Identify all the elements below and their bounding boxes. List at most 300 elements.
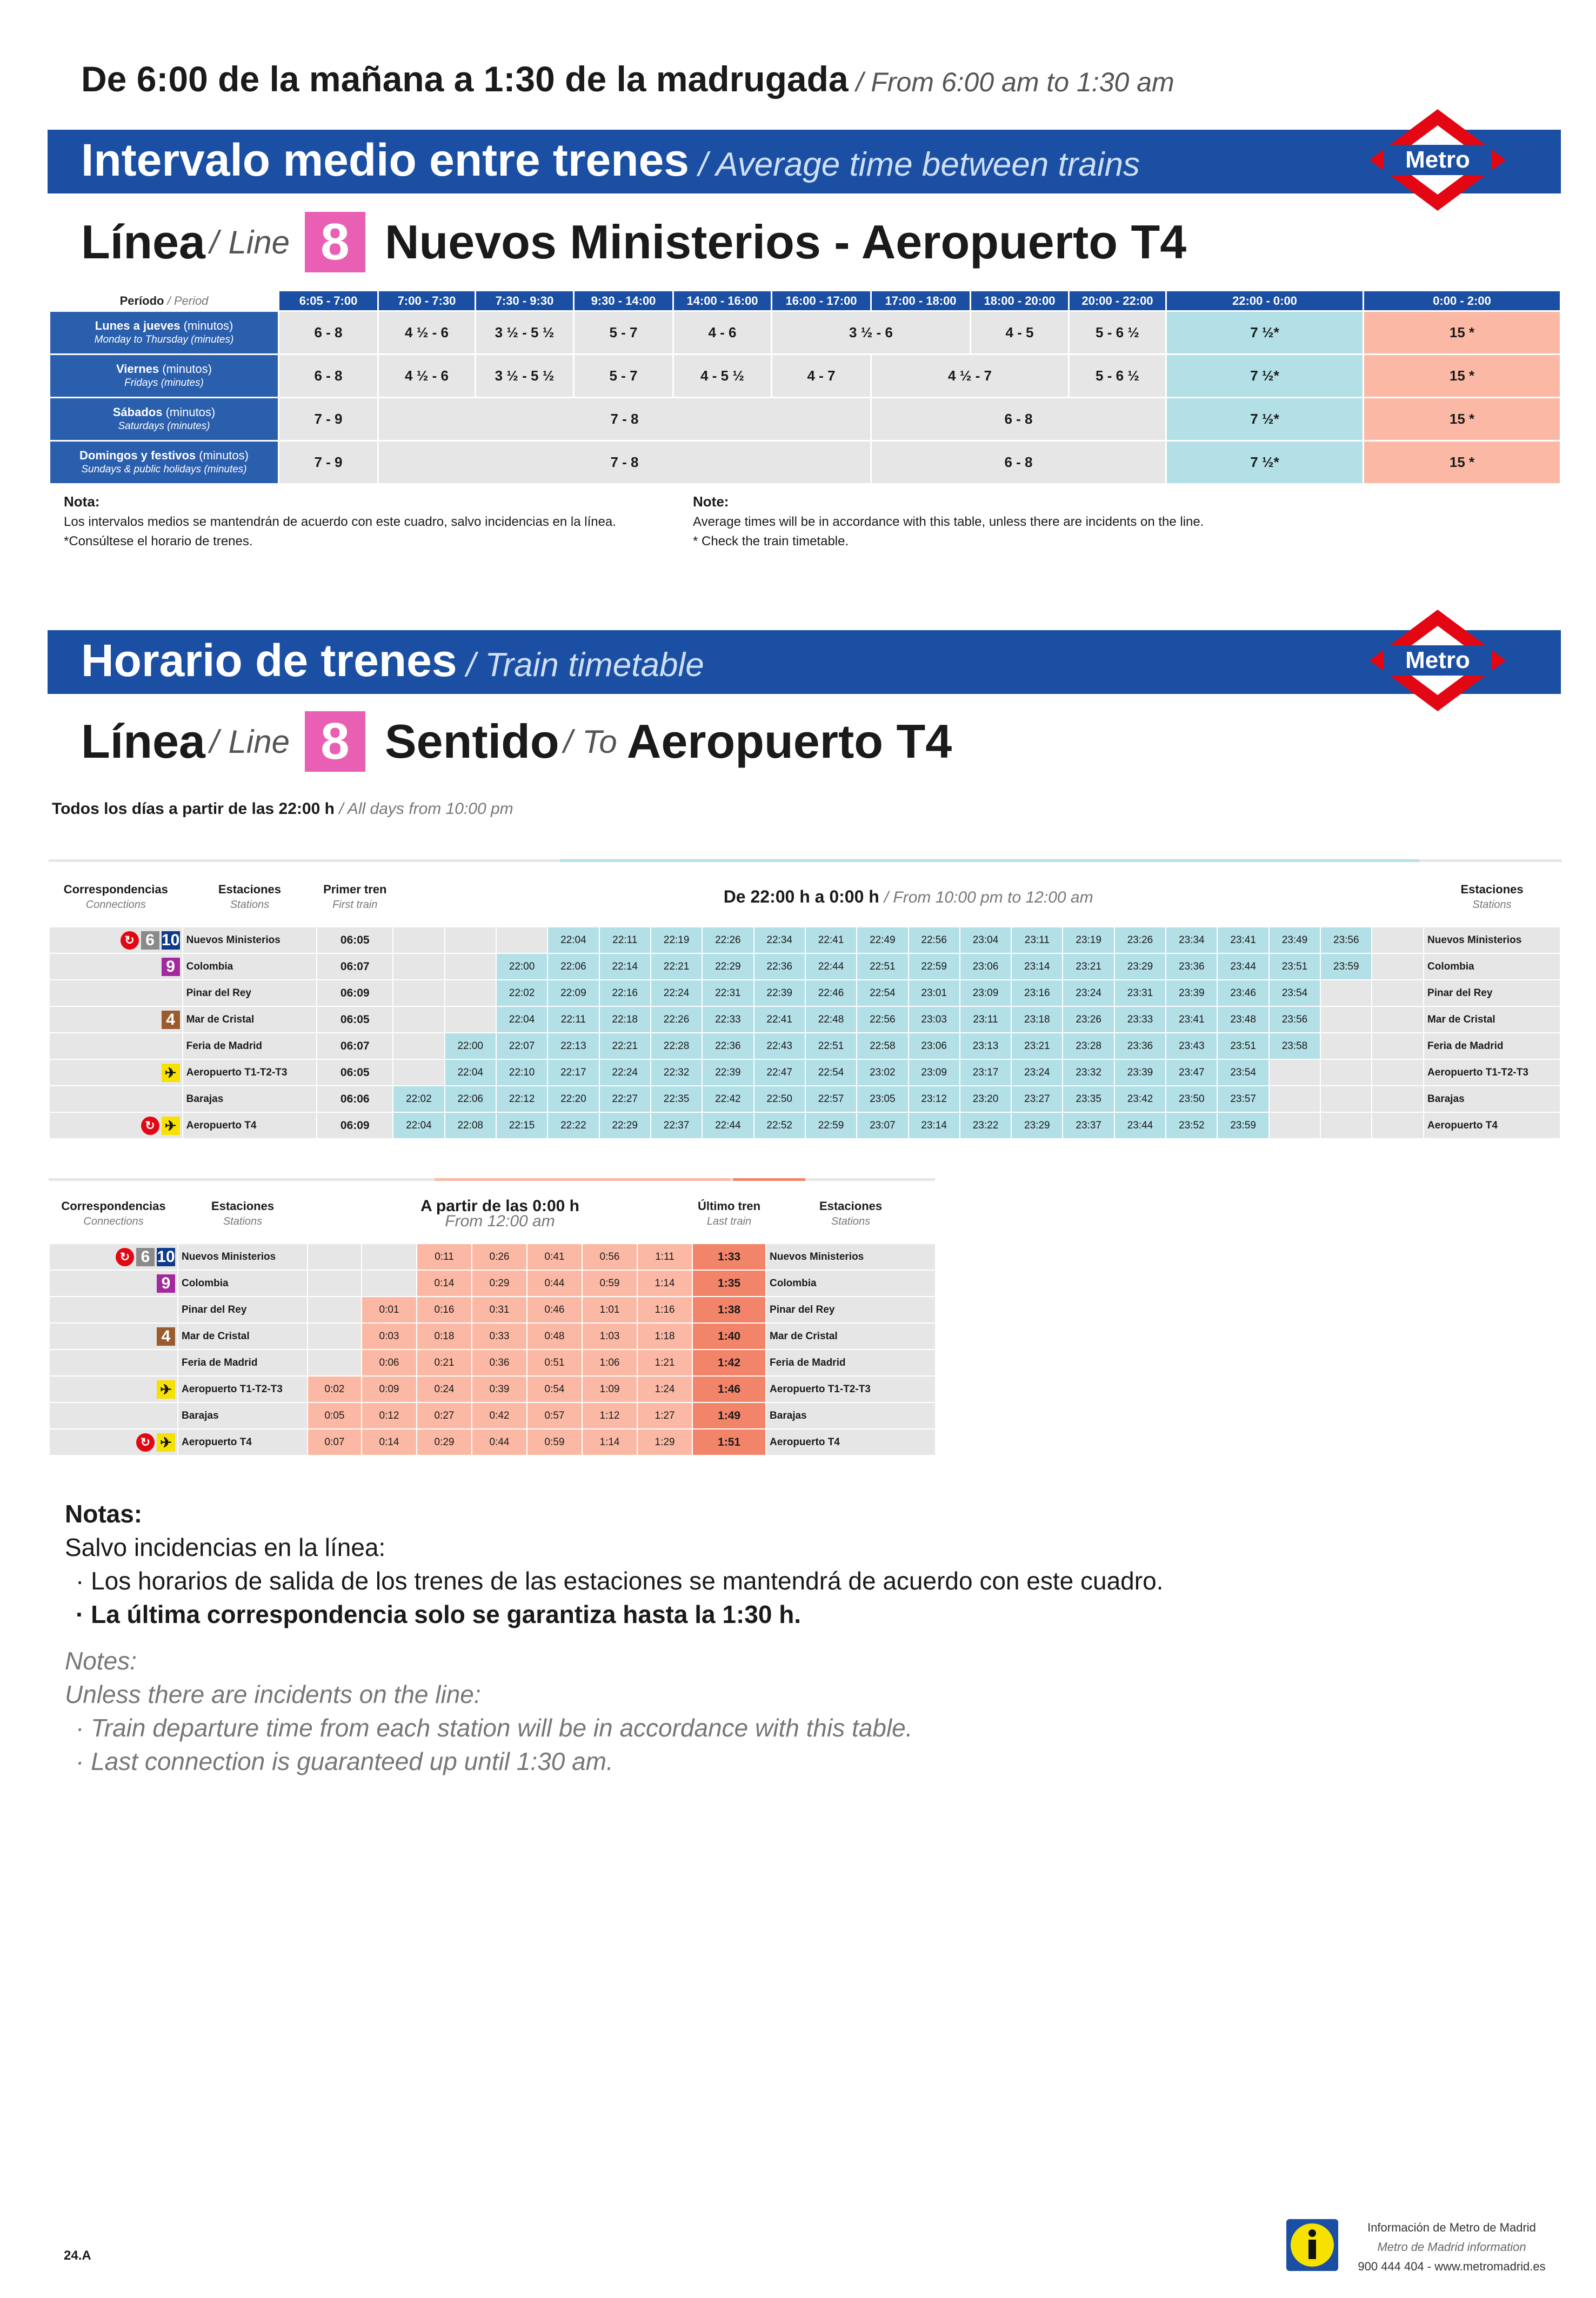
departure-time: 23:41: [1217, 927, 1268, 953]
interval-note-es: Nota: Los intervalos medios se mantendrán de acuerdo con este cuadro, salvo incidencias en la línea. *Consúltese el horario de trenes.: [64, 493, 616, 549]
first-train-time: 06:05: [317, 1059, 393, 1086]
departure-time: 22:57: [805, 1086, 857, 1112]
departure-time: 23:39: [1166, 980, 1217, 1006]
departure-time: 0:05: [308, 1402, 362, 1429]
departure-time: 22:00: [496, 953, 547, 980]
departure-time: 23:21: [1011, 1033, 1063, 1059]
departure-time: 0:54: [527, 1376, 582, 1402]
stations-header: Estaciones Stations: [1424, 867, 1560, 927]
period-col: 16:00 - 17:00: [772, 291, 871, 311]
departure-time: 22:13: [547, 1033, 599, 1059]
metro-logo: [1367, 107, 1508, 213]
departure-time: 23:20: [960, 1086, 1011, 1112]
departure-time: 23:51: [1269, 953, 1320, 980]
departure-time: 22:04: [496, 1006, 547, 1033]
departure-time: 22:29: [702, 953, 753, 980]
station-name: Aeropuerto T1-T2-T3: [1424, 1059, 1560, 1086]
departure-time: 1:27: [637, 1402, 692, 1429]
stations-header: Estaciones Stations: [766, 1184, 936, 1244]
departure-time: 0:33: [472, 1323, 527, 1350]
departure-time: 0:44: [472, 1429, 527, 1455]
service-hours-es: De 6:00 de la mañana a 1:30 de la madrugada: [81, 59, 849, 99]
departure-time: 0:41: [527, 1244, 582, 1270]
departure-time: 23:11: [1011, 927, 1063, 953]
departure-time: 0:27: [417, 1402, 472, 1429]
departure-time: 23:05: [857, 1086, 908, 1112]
departure-time: 22:44: [702, 1112, 753, 1139]
line-8-badge: 8: [305, 711, 365, 772]
departure-time: 23:44: [1114, 1112, 1166, 1139]
page-number: 24.A: [64, 2248, 91, 2263]
interval-cell: 4 ½ - 7: [871, 355, 1069, 398]
period-col: 6:05 - 7:00: [279, 291, 378, 311]
departure-time: 1:12: [582, 1402, 637, 1429]
departure-time: 22:39: [754, 980, 805, 1006]
interval-cell: 15 *: [1364, 441, 1561, 484]
timetable-row: [49, 1270, 936, 1297]
first-train-time: 06:09: [317, 1112, 393, 1139]
destination: Aeropuerto T4: [626, 714, 952, 768]
timetable-row: [49, 1059, 1560, 1086]
interval-cell: 5 - 7: [574, 355, 673, 398]
notes-title-en: Notes:: [65, 1647, 137, 1675]
departure-time: 23:32: [1063, 1059, 1114, 1086]
departure-time: 22:31: [702, 980, 753, 1006]
departure-time: 0:12: [362, 1402, 417, 1429]
interval-cell: 3 ½ - 5 ½: [476, 355, 574, 398]
timetable-row: [49, 953, 1560, 980]
departure-time: 22:41: [754, 1006, 805, 1033]
connections-cell: [49, 1006, 183, 1033]
evening-range-header: De 22:00 h a 0:00 h / From 10:00 pm to 12:00 am: [393, 867, 1424, 927]
departure-time: 22:39: [702, 1059, 753, 1086]
row-header: Sábados (minutos) Saturdays (minutes): [50, 398, 279, 441]
departure-time: 23:01: [909, 980, 960, 1006]
departure-time: 22:11: [599, 927, 651, 953]
departure-time: 23:09: [909, 1059, 960, 1086]
connections-cell: [49, 1429, 178, 1455]
departure-time: 23:48: [1217, 1006, 1268, 1033]
interval-cell: 3 ½ - 5 ½: [476, 311, 574, 355]
departure-time: 22:42: [702, 1086, 753, 1112]
interval-cell: 5 - 7: [574, 311, 673, 355]
interval-cell: 7 - 9: [279, 398, 378, 441]
period-col: 22:00 - 0:00: [1166, 291, 1364, 311]
departure-time: [1372, 980, 1424, 1006]
last-train-time: 1:49: [692, 1402, 766, 1429]
departure-time: [1320, 1086, 1372, 1112]
direction-label-en: To: [582, 723, 617, 760]
departure-time: 23:11: [960, 1006, 1011, 1033]
station-name: Feria de Madrid: [1424, 1033, 1560, 1059]
timetable-row: [49, 980, 1560, 1006]
departure-time: 1:03: [582, 1323, 637, 1350]
departure-time: 22:19: [651, 927, 702, 953]
departure-time: 22:44: [805, 953, 857, 980]
period-col: 20:00 - 22:00: [1069, 291, 1166, 311]
station-name: Colombia: [183, 953, 317, 980]
departure-time: 23:16: [1011, 980, 1063, 1006]
period-col: 18:00 - 20:00: [971, 291, 1069, 311]
departure-time: 22:11: [547, 1006, 599, 1033]
departure-time: 0:46: [527, 1297, 582, 1323]
last-train-time: 1:38: [692, 1297, 766, 1323]
last-train-time: 1:35: [692, 1270, 766, 1297]
night-timetable: [49, 1184, 936, 1456]
last-train-time: 1:46: [692, 1376, 766, 1402]
departure-time: 23:37: [1063, 1112, 1114, 1139]
departure-time: 1:11: [637, 1244, 692, 1270]
departure-time: 22:59: [909, 953, 960, 980]
interval-banner: Intervalo medio entre trenes / Average time between trains: [48, 130, 1561, 193]
departure-time: 22:09: [547, 980, 599, 1006]
line-8-badge: 8: [305, 212, 365, 272]
metro-line-9-icon: 9: [157, 1274, 175, 1293]
departure-time: 22:28: [651, 1033, 702, 1059]
plane-icon: ✈: [157, 1433, 175, 1452]
line-label: Línea: [81, 714, 205, 768]
departure-time: 23:52: [1166, 1112, 1217, 1139]
departure-time: 0:48: [527, 1323, 582, 1350]
departure-time: 23:46: [1217, 980, 1268, 1006]
departure-time: 23:22: [960, 1112, 1011, 1139]
divider: [435, 1178, 731, 1181]
departure-time: 23:04: [960, 927, 1011, 953]
plane-icon: ✈: [157, 1380, 175, 1399]
departure-time: 23:47: [1166, 1059, 1217, 1086]
departure-time: 0:14: [417, 1270, 472, 1297]
departure-time: 22:58: [857, 1033, 908, 1059]
departure-time: [1372, 1059, 1424, 1086]
departure-time: 22:16: [599, 980, 651, 1006]
row-header: Domingos y festivos (minutos) Sundays & public holidays (minutes): [50, 441, 279, 484]
departure-time: [1269, 1059, 1320, 1086]
station-name: Feria de Madrid: [766, 1350, 936, 1376]
departure-time: [393, 980, 444, 1006]
departure-time: 23:09: [960, 980, 1011, 1006]
timetable-row: [49, 1429, 936, 1455]
departure-time: 22:24: [651, 980, 702, 1006]
departure-time: [1372, 1086, 1424, 1112]
timetable-row: [49, 1376, 936, 1402]
connections-cell: [49, 1086, 183, 1112]
metro-line-4-icon: 4: [157, 1327, 175, 1346]
station-name: Pinar del Rey: [178, 1297, 308, 1323]
departure-time: 23:57: [1217, 1086, 1268, 1112]
timetable-row: [49, 1244, 936, 1270]
departure-time: 22:56: [909, 927, 960, 953]
departure-time: 1:29: [637, 1429, 692, 1455]
connections-header: Correspondencias Connections: [49, 1184, 178, 1244]
line-label: Línea: [81, 215, 205, 269]
connections-cell: [49, 1323, 178, 1350]
service-hours-en: From 6:00 am to 1:30 am: [871, 67, 1174, 97]
timetable-row: [49, 1033, 1560, 1059]
departure-time: 22:07: [496, 1033, 547, 1059]
station-name: Aeropuerto T1-T2-T3: [183, 1059, 317, 1086]
departure-time: 23:29: [1011, 1112, 1063, 1139]
departure-time: 22:27: [599, 1086, 651, 1112]
metro-logo: [1367, 607, 1508, 713]
departure-time: 23:49: [1269, 927, 1320, 953]
departure-time: 23:56: [1269, 1006, 1320, 1033]
route-name: Nuevos Ministerios - Aeropuerto T4: [384, 215, 1187, 269]
timetable-row: [49, 1402, 936, 1429]
departure-time: [445, 980, 496, 1006]
departure-time: 23:43: [1166, 1033, 1217, 1059]
days-line: Todos los días a partir de las 22:00 h / All days from 10:00 pm: [52, 800, 513, 818]
departure-time: 22:56: [857, 1006, 908, 1033]
departure-time: 22:36: [754, 953, 805, 980]
departure-time: 0:56: [582, 1244, 637, 1270]
departure-time: 22:22: [547, 1112, 599, 1139]
station-name: Nuevos Ministerios: [1424, 927, 1560, 953]
station-name: Aeropuerto T1-T2-T3: [766, 1376, 936, 1402]
departure-time: 22:21: [651, 953, 702, 980]
interval-cell: 15 *: [1364, 311, 1561, 355]
departure-time: 23:35: [1063, 1086, 1114, 1112]
last-train-time: 1:40: [692, 1323, 766, 1350]
stations-header: Estaciones Stations: [178, 1184, 308, 1244]
station-name: Aeropuerto T4: [1424, 1112, 1560, 1139]
departure-time: 1:01: [582, 1297, 637, 1323]
departure-time: [1320, 980, 1372, 1006]
departure-time: [393, 1006, 444, 1033]
departure-time: 22:36: [702, 1033, 753, 1059]
station-name: Aeropuerto T4: [183, 1112, 317, 1139]
departure-time: 23:44: [1217, 953, 1268, 980]
departure-time: 22:17: [547, 1059, 599, 1086]
departure-time: 23:31: [1114, 980, 1166, 1006]
plane-icon: ✈: [162, 1064, 180, 1082]
departure-time: 0:11: [417, 1244, 472, 1270]
timetable-row: [49, 1323, 936, 1350]
departure-time: 22:33: [702, 1006, 753, 1033]
interval-cell: 15 *: [1364, 355, 1561, 398]
departure-time: 22:08: [445, 1112, 496, 1139]
departure-time: 22:04: [445, 1059, 496, 1086]
interval-cell: 3 ½ - 6: [772, 311, 971, 355]
departure-time: 23:14: [1011, 953, 1063, 980]
evening-timetable: [49, 867, 1561, 1139]
timetable-row: [49, 1297, 936, 1323]
departure-time: [1269, 1112, 1320, 1139]
period-col: 14:00 - 16:00: [673, 291, 772, 311]
departure-time: 22:41: [805, 927, 857, 953]
station-name: Nuevos Ministerios: [178, 1244, 308, 1270]
departure-time: 23:17: [960, 1059, 1011, 1086]
first-train-time: 06:09: [317, 980, 393, 1006]
renfe-icon: ↻: [116, 1248, 134, 1266]
departure-time: 23:26: [1063, 1006, 1114, 1033]
interval-cell: 4 ½ - 6: [378, 311, 476, 355]
station-name: Feria de Madrid: [183, 1033, 317, 1059]
interval-cell: 4 ½ - 6: [378, 355, 476, 398]
period-col: 17:00 - 18:00: [871, 291, 971, 311]
connections-cell: [49, 1376, 178, 1402]
renfe-icon: ↻: [121, 931, 139, 950]
departure-time: 23:29: [1114, 953, 1166, 980]
timetable-banner: Horario de trenes / Train timetable: [48, 630, 1561, 694]
departure-time: 23:36: [1166, 953, 1217, 980]
departure-time: 0:36: [472, 1350, 527, 1376]
interval-cell: 4 - 5: [971, 311, 1069, 355]
connections-header: Correspondencias Connections: [49, 867, 183, 927]
departure-time: 22:20: [547, 1086, 599, 1112]
connections-cell: [49, 927, 183, 953]
interval-cell: 4 - 5 ½: [673, 355, 772, 398]
contact-info: 900 444 404 - www.metromadrid.es: [1358, 2260, 1546, 2273]
last-train-time: 1:51: [692, 1429, 766, 1455]
departure-time: [308, 1323, 362, 1350]
departure-time: 22:02: [496, 980, 547, 1006]
period-col: 0:00 - 2:00: [1364, 291, 1561, 311]
connections-cell: [49, 1059, 183, 1086]
timetable-row: [49, 1086, 1560, 1112]
interval-cell: 7 ½*: [1166, 311, 1364, 355]
departure-time: 0:31: [472, 1297, 527, 1323]
departure-time: 22:46: [805, 980, 857, 1006]
departure-time: 22:49: [857, 927, 908, 953]
departure-time: 22:50: [754, 1086, 805, 1112]
departure-time: 22:26: [651, 1006, 702, 1033]
departure-time: 23:54: [1217, 1059, 1268, 1086]
departure-time: 22:26: [702, 927, 753, 953]
timetable-title: Horario de trenes: [81, 635, 457, 686]
station-name: Barajas: [766, 1402, 936, 1429]
interval-title: Intervalo medio entre trenes: [81, 135, 690, 185]
row-header: Lunes a jueves (minutos) Monday to Thursday (minutes): [50, 311, 279, 355]
departure-time: 23:59: [1320, 953, 1372, 980]
station-name: Aeropuerto T4: [766, 1429, 936, 1455]
departure-time: 22:10: [496, 1059, 547, 1086]
departure-time: 23:19: [1063, 927, 1114, 953]
departure-time: 23:18: [1011, 1006, 1063, 1033]
renfe-icon: ↻: [141, 1117, 159, 1135]
departure-time: [1320, 1059, 1372, 1086]
interval-note-en: Note: Average times will be in accordance with this table, unless there are incidents on the line. * Check the train timetable.: [693, 493, 1204, 549]
departure-time: 22:48: [805, 1006, 857, 1033]
departure-time: 0:21: [417, 1350, 472, 1376]
departure-time: [445, 927, 496, 953]
footer-info: Información de Metro de Madrid Metro de Madrid information 900 444 404 - www.metromadrid.es: [1344, 2218, 1560, 2276]
divider: [733, 1178, 805, 1181]
departure-time: 1:16: [637, 1297, 692, 1323]
departure-time: 23:50: [1166, 1086, 1217, 1112]
departure-time: 22:24: [599, 1059, 651, 1086]
interval-row: [50, 441, 1561, 484]
departure-time: 0:29: [417, 1429, 472, 1455]
notes-title: Notas:: [65, 1500, 143, 1528]
departure-time: 23:26: [1114, 927, 1166, 953]
station-name: Mar de Cristal: [766, 1323, 936, 1350]
departure-time: 23:12: [909, 1086, 960, 1112]
direction-label: Sentido: [384, 714, 559, 768]
interval-cell: 6 - 8: [871, 441, 1166, 484]
period-col: 9:30 - 14:00: [574, 291, 673, 311]
departure-time: [308, 1244, 362, 1270]
metro-line-4-icon: 4: [162, 1011, 180, 1029]
departure-time: [1320, 1006, 1372, 1033]
departure-time: 0:01: [362, 1297, 417, 1323]
departure-time: 23:07: [857, 1112, 908, 1139]
metro-line-6-icon: 6: [141, 931, 159, 950]
connections-cell: [49, 1297, 178, 1323]
interval-cell: 7 ½*: [1166, 355, 1364, 398]
interval-cell: 5 - 6 ½: [1069, 355, 1166, 398]
connections-cell: [49, 1244, 178, 1270]
departure-time: 0:18: [417, 1323, 472, 1350]
departure-time: 0:26: [472, 1244, 527, 1270]
interval-cell: 5 - 6 ½: [1069, 311, 1166, 355]
departure-time: 0:59: [527, 1429, 582, 1455]
station-name: Mar de Cristal: [1424, 1006, 1560, 1033]
departure-time: [393, 927, 444, 953]
departure-time: 1:06: [582, 1350, 637, 1376]
metro-line-10-icon: 10: [161, 931, 180, 949]
departure-time: 0:14: [362, 1429, 417, 1455]
departure-time: 23:51: [1217, 1033, 1268, 1059]
interval-cell: 4 - 7: [772, 355, 871, 398]
departure-time: [1372, 1006, 1424, 1033]
departure-time: [1269, 1086, 1320, 1112]
connections-cell: [49, 953, 183, 980]
departure-time: 22:21: [599, 1033, 651, 1059]
departure-time: 22:04: [393, 1112, 444, 1139]
last-train-time: 1:42: [692, 1350, 766, 1376]
line-label-en: Line: [228, 723, 290, 760]
departure-time: [1320, 1033, 1372, 1059]
connections-cell: [49, 1270, 178, 1297]
divider: [560, 859, 1419, 862]
departure-time: 23:21: [1063, 953, 1114, 980]
departure-time: [362, 1270, 417, 1297]
departure-time: 23:03: [909, 1006, 960, 1033]
period-header: Período / Period: [50, 291, 279, 311]
departure-time: 22:35: [651, 1086, 702, 1112]
interval-cell: 7 - 9: [279, 441, 378, 484]
departure-time: 22:18: [599, 1006, 651, 1033]
departure-time: 1:21: [637, 1350, 692, 1376]
interval-row: [50, 398, 1561, 441]
metro-line-10-icon: 10: [157, 1247, 175, 1266]
connections-cell: [49, 1033, 183, 1059]
station-name: Barajas: [183, 1086, 317, 1112]
connections-cell: [49, 1402, 178, 1429]
departure-time: 0:24: [417, 1376, 472, 1402]
departure-time: 0:51: [527, 1350, 582, 1376]
departure-time: 0:44: [527, 1270, 582, 1297]
station-name: Mar de Cristal: [183, 1006, 317, 1033]
departure-time: 22:47: [754, 1059, 805, 1086]
station-name: Colombia: [178, 1270, 308, 1297]
departure-time: 22:06: [445, 1086, 496, 1112]
metro-line-9-icon: 9: [162, 958, 180, 976]
departure-time: 22:04: [547, 927, 599, 953]
station-name: Feria de Madrid: [178, 1350, 308, 1376]
departure-time: 0:42: [472, 1402, 527, 1429]
departure-time: 22:54: [805, 1059, 857, 1086]
departure-time: 22:02: [393, 1086, 444, 1112]
departure-time: [1372, 927, 1424, 953]
connections-cell: [49, 1112, 183, 1139]
departure-time: 1:18: [637, 1323, 692, 1350]
period-col: 7:30 - 9:30: [476, 291, 574, 311]
departure-time: 23:24: [1011, 1059, 1063, 1086]
departure-time: [308, 1350, 362, 1376]
station-name: Aeropuerto T1-T2-T3: [178, 1376, 308, 1402]
departure-time: 22:00: [445, 1033, 496, 1059]
